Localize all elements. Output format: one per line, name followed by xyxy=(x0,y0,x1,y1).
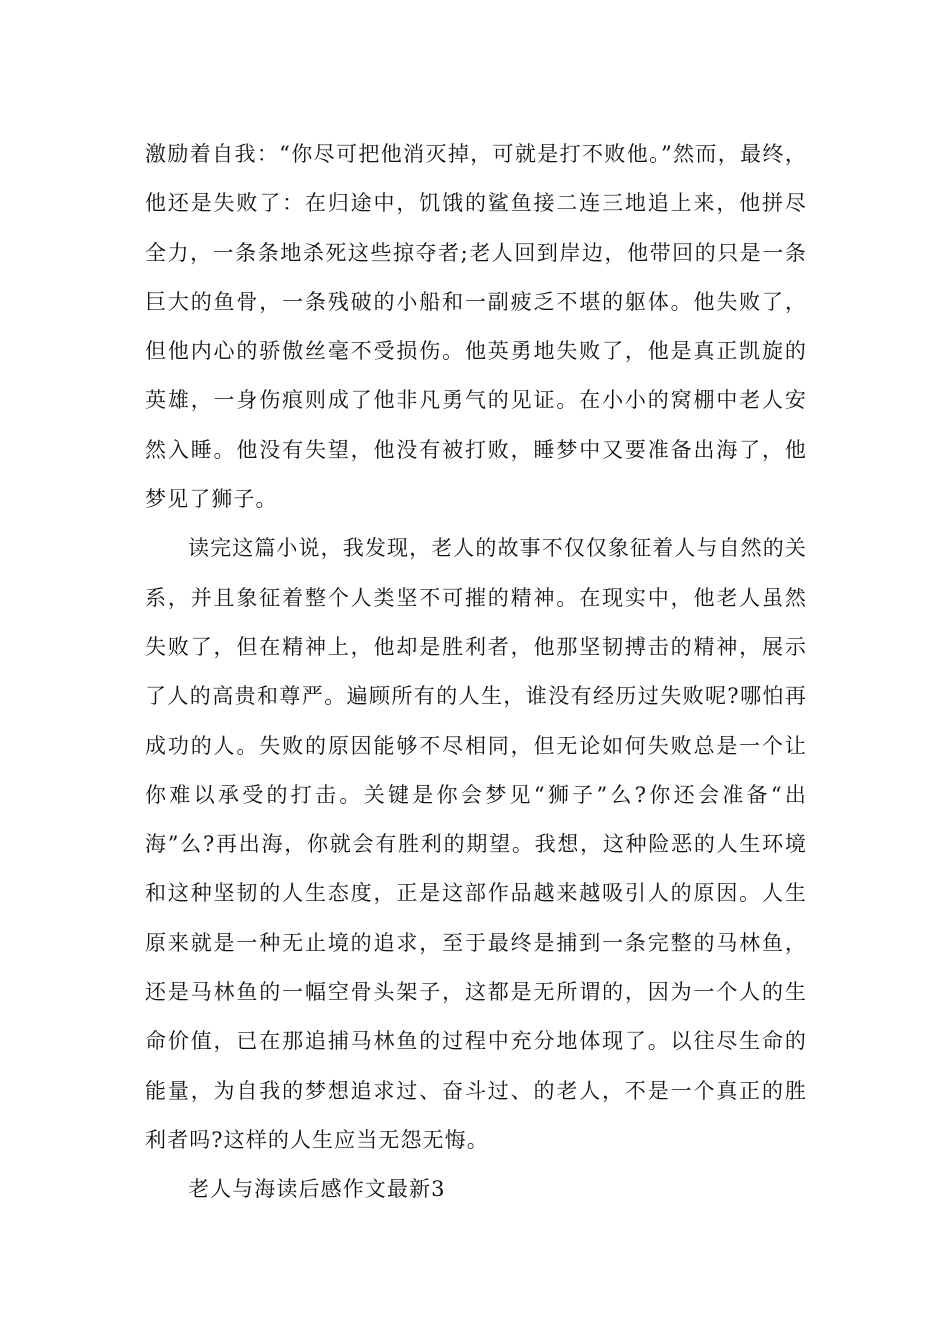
paragraph-continuation: 激励着自我：“你尽可把他消灭掉，可就是打不败他。”然而，最终，他还是失败了：在归途中，饥饿的鲨鱼接二连三地追上来，他拼尽全力，一条条地杀死这些掠夺者;老人回到岸边，他带回的只是一条巨大的鱼骨，一条残破的小船和一副疲乏不堪的躯体。他失败了，但他内心的骄傲丝毫不受损伤。他英勇地失败了，他是真正凯旋的英雄，一身伤痕则成了他非凡勇气的见证。在小小的窝棚中老人安然入睡。他没有失望，他没有被打败，睡梦中又要准备出海了，他梦见了狮子。 xyxy=(145,142,807,512)
document-body xyxy=(145,130,807,1215)
section-heading: 老人与海读后感作文最新3 xyxy=(188,1177,446,1202)
paragraph-reflection: 读完这篇小说，我发现，老人的故事不仅仅象征着人与自然的关系，并且象征着整个人类坚不可摧的精神。在现实中，他老人虽然失败了，但在精神上，他却是胜利者，他那坚韧搏击的精神，展示了人的高贵和尊严。遍顾所有的人生，谁没有经历过失败呢?哪怕再成功的人。失败的原因能够不尽相同，但无论如何失败总是一个让你难以承受的打击。关键是你会梦见“狮子”么?你还会准备“出海”么?再出海，你就会有胜利的期望。我想，这种险恶的人生环境和这种坚韧的人生态度，正是这部作品越来越吸引人的原因。人生原来就是一种无止境的追求，至于最终是捕到一条完整的马林鱼，还是马林鱼的一幅空骨头架子，这都是无所谓的，因为一个人的生命价值，已在那追捕马林鱼的过程中充分地体现了。以往尽生命的能量，为自我的梦想追求过、奋斗过、的老人，不是一个真正的胜利者吗?这样的人生应当无怨无悔。 xyxy=(145,536,807,1152)
